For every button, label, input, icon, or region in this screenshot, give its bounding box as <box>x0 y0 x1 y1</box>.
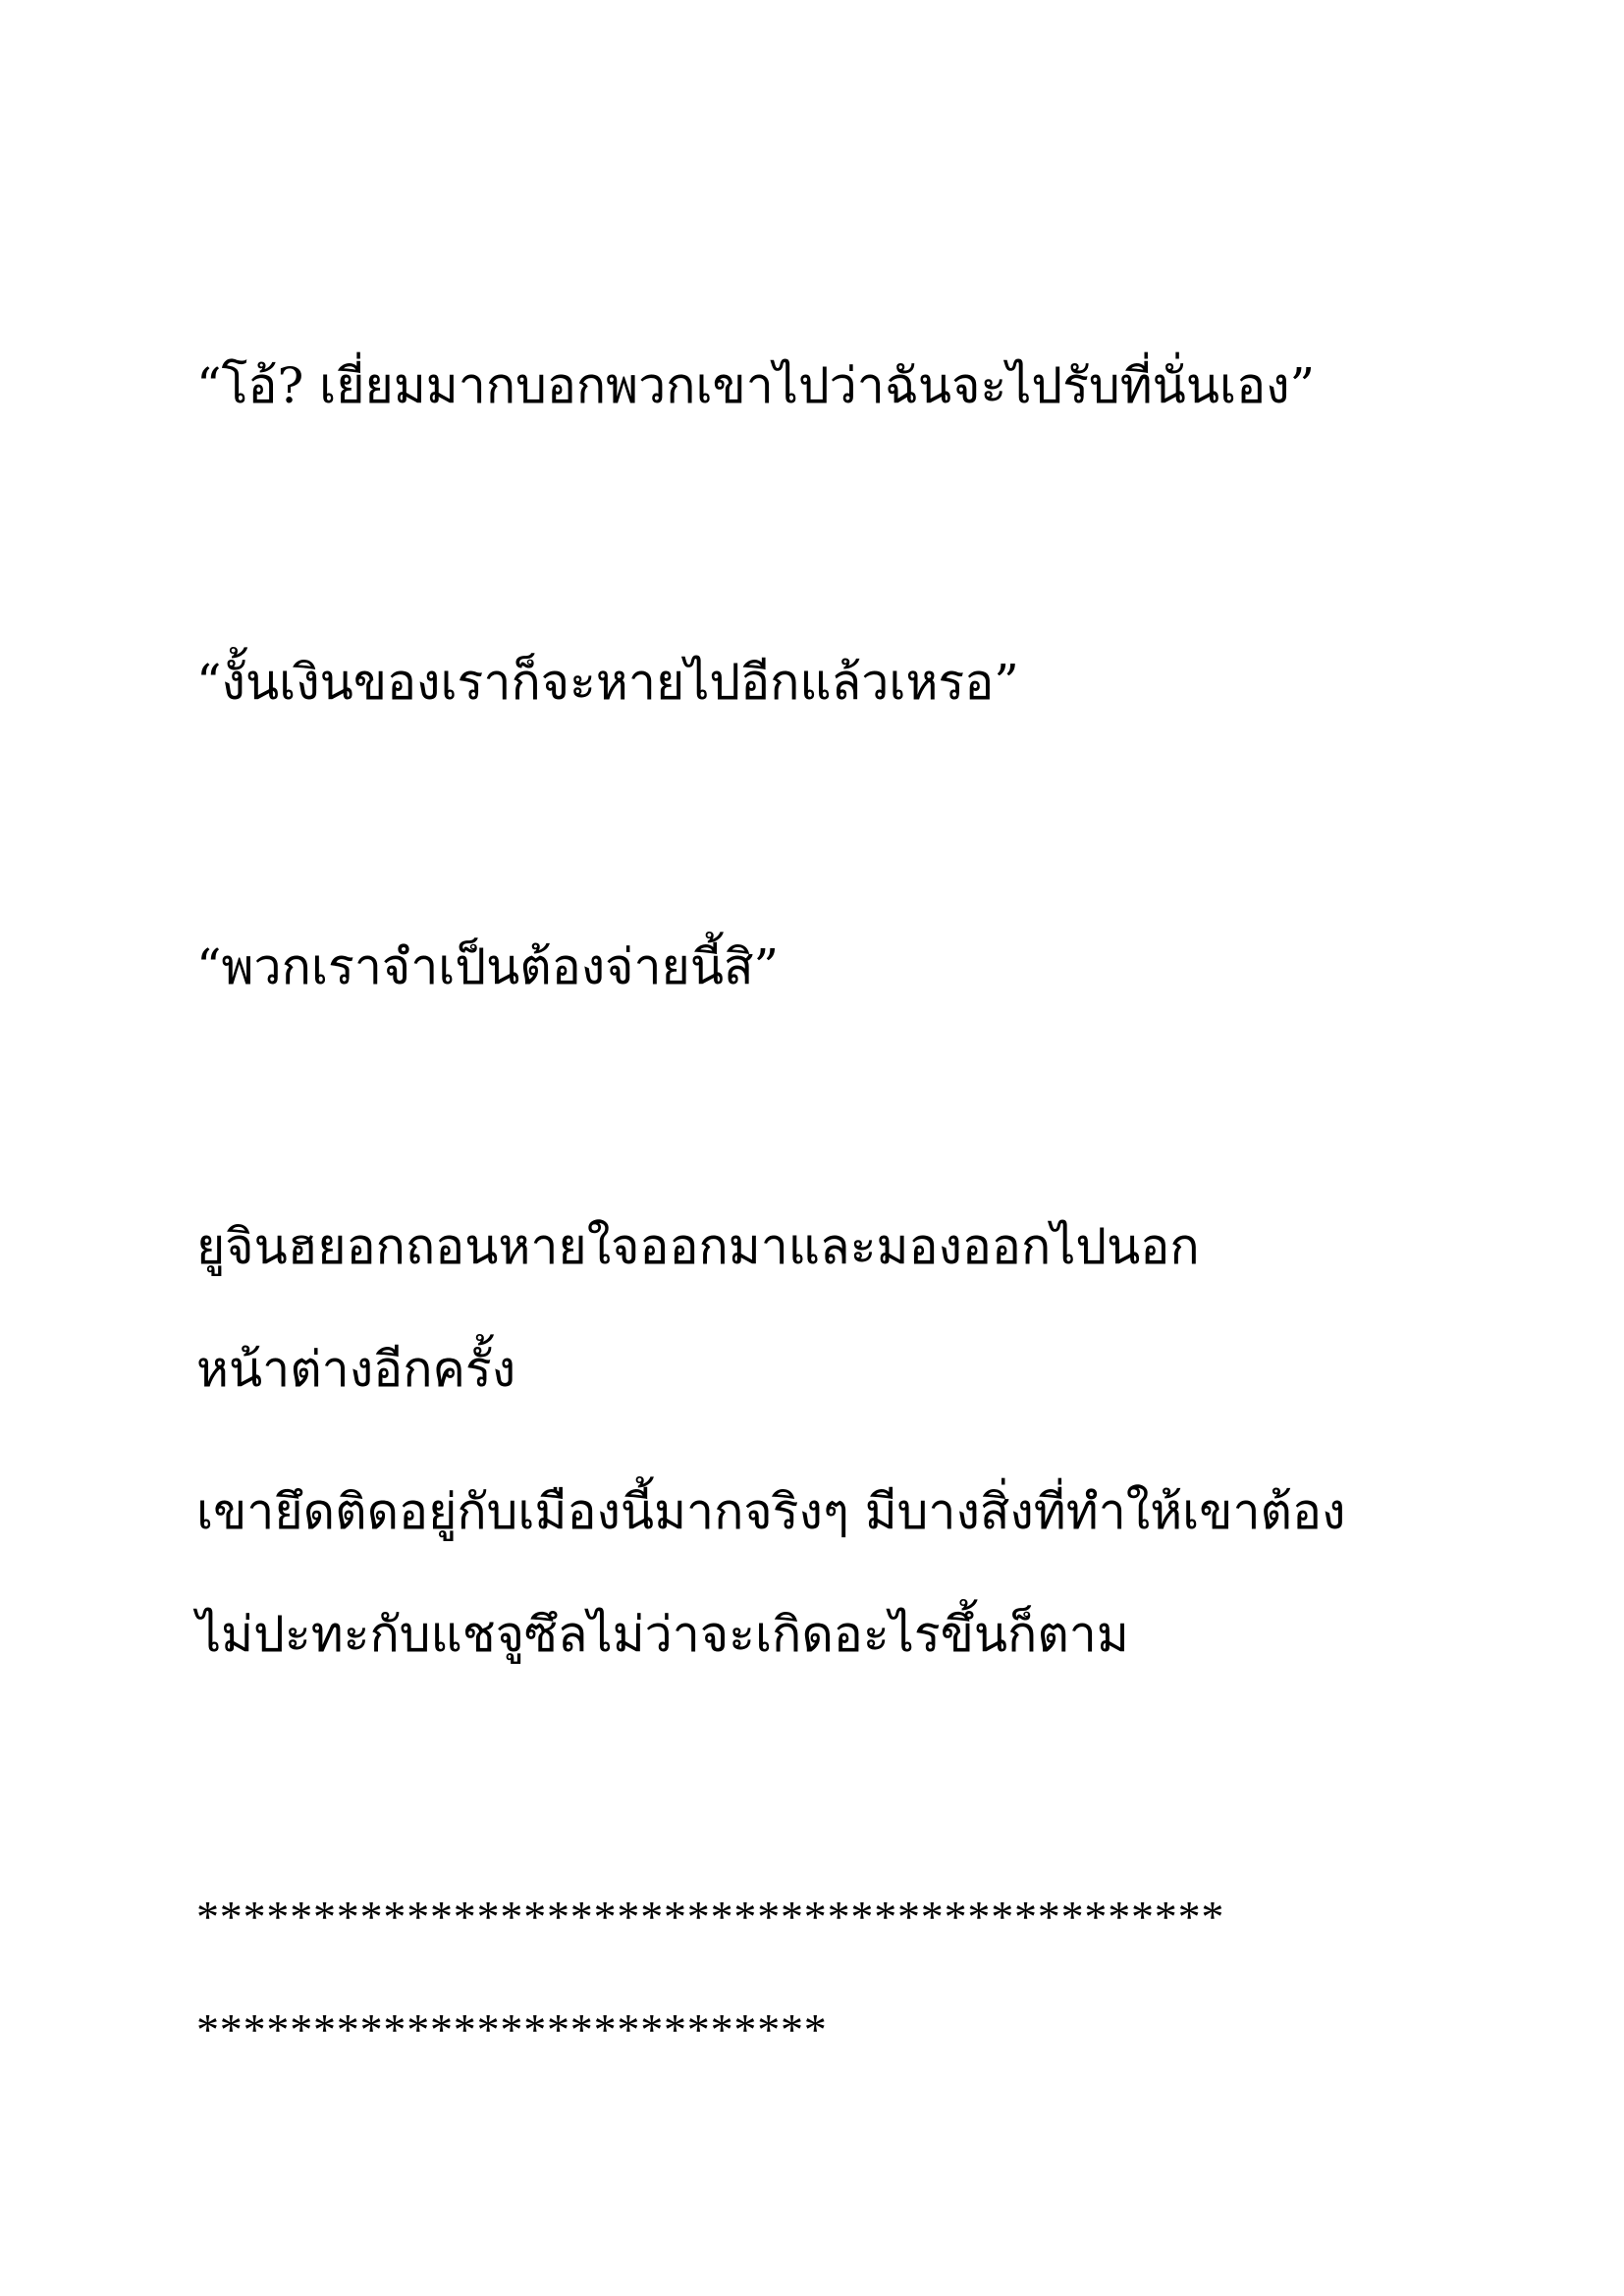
narration-line-1: ยูจินฮยอกถอนหายใจออกมาและมองออกไปนอก <box>196 1218 1200 1275</box>
narration-line-3: เขายึดติดอยู่กับเมืองนี้มากจริงๆ มีบางสิ่งที่ทำให้เขาต้อง <box>196 1483 1346 1540</box>
separator-line-2: *************************** <box>196 2004 828 2055</box>
narration-line-4: ไม่ปะทะกับแชจูซึลไม่ว่าจะเกิดอะไรขึ้นก็ตาม <box>196 1606 1129 1663</box>
dialogue-line-3: “พวกเราจำเป็นต้องจ่ายนี้สิ” <box>196 938 780 995</box>
separator-line-1: ******************************************** <box>196 1892 1225 1942</box>
narration-line-2: หน้าต่างอีกครั้ง <box>196 1341 516 1398</box>
dialogue-line-1: “โอ้? เยี่ยมมากบอกพวกเขาไปว่าฉันจะไปรับที่นั่นเอง” <box>196 357 1316 414</box>
dialogue-line-2: “งั้นเงินของเราก็จะหายไปอีกแล้วเหรอ” <box>196 654 1019 711</box>
